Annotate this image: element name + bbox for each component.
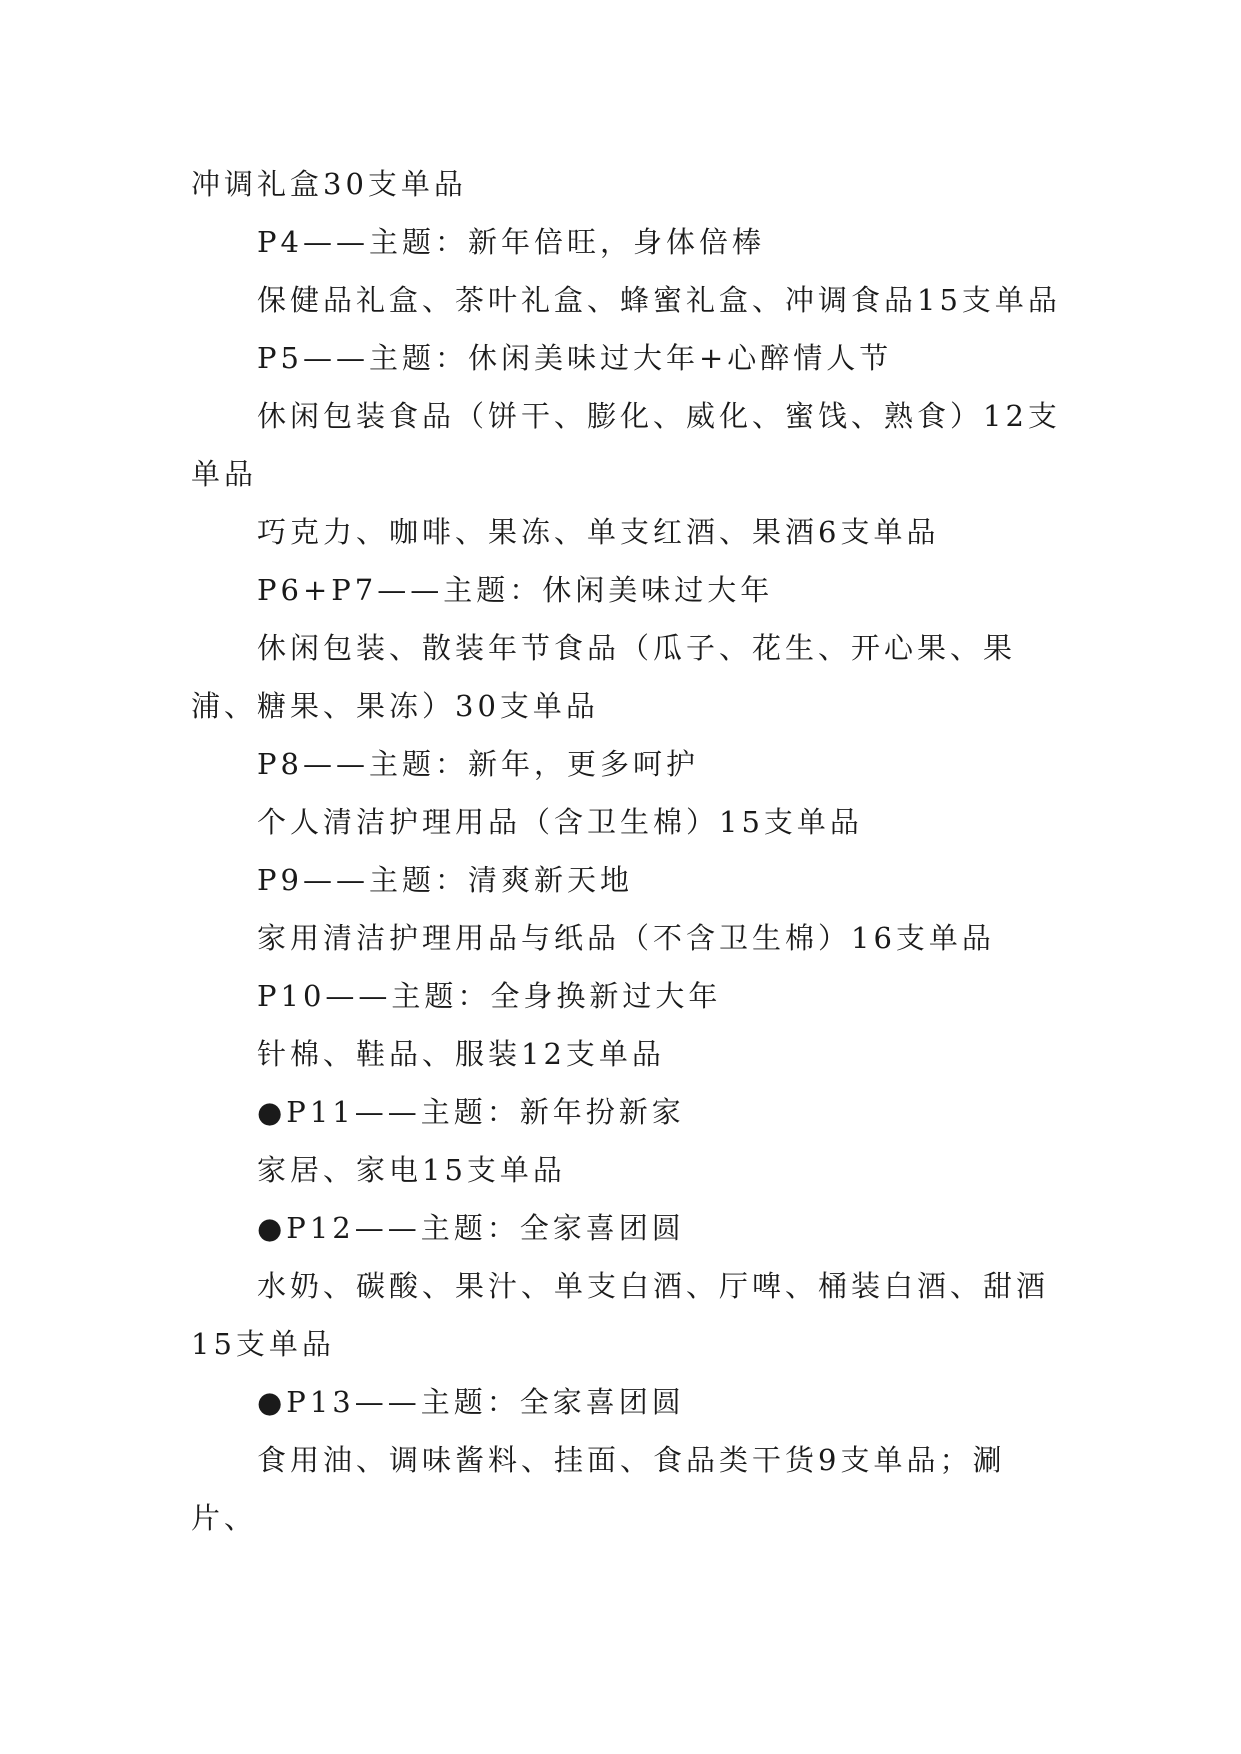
document-body (191, 155, 1061, 1547)
paragraph-continuation: 冲调礼盒30支单品 (191, 167, 467, 201)
page-heading-p6-p7: P6+P7——主题：休闲美味过大年 (257, 573, 774, 607)
page-heading-p10: P10——主题：全身换新过大年 (257, 979, 722, 1013)
paragraph-p5-items-2: 巧克力、咖啡、果冻、单支红酒、果酒6支单品 (257, 515, 940, 549)
paragraph-p11-items: 家居、家电15支单品 (257, 1153, 566, 1187)
page-heading-p9: P9——主题：清爽新天地 (257, 863, 633, 897)
page-heading-p12: ●P12——主题：全家喜团圆 (257, 1211, 685, 1245)
paragraph-p6-p7-items: 休闲包装、散装年节食品（瓜子、花生、开心果、果浦、糖果、果冻）30支单品 (191, 631, 1017, 723)
page-heading-p11: ●P11——主题：新年扮新家 (257, 1095, 685, 1129)
paragraph-p5-items-1: 休闲包装食品（饼干、膨化、威化、蜜饯、熟食）12支单品 (191, 399, 1061, 491)
page-heading-p5: P5——主题：休闲美味过大年+心醉情人节 (257, 341, 893, 375)
page-heading-p8: P8——主题：新年，更多呵护 (257, 747, 699, 781)
paragraph-p8-items: 个人清洁护理用品（含卫生棉）15支单品 (257, 805, 863, 839)
paragraph-p13-items: 食用油、调味酱料、挂面、食品类干货9支单品；涮片、 (191, 1443, 1006, 1535)
page-heading-p13: ●P13——主题：全家喜团圆 (257, 1385, 685, 1419)
page-heading-p4: P4——主题：新年倍旺，身体倍棒 (257, 225, 765, 259)
paragraph-p10-items: 针棉、鞋品、服装12支单品 (257, 1037, 665, 1071)
paragraph-p4-items: 保健品礼盒、茶叶礼盒、蜂蜜礼盒、冲调食品15支单品 (257, 283, 1061, 317)
paragraph-p9-items: 家用清洁护理用品与纸品（不含卫生棉）16支单品 (257, 921, 995, 955)
paragraph-p12-items: 水奶、碳酸、果汁、单支白酒、厅啤、桶装白酒、甜酒15支单品 (191, 1269, 1050, 1361)
